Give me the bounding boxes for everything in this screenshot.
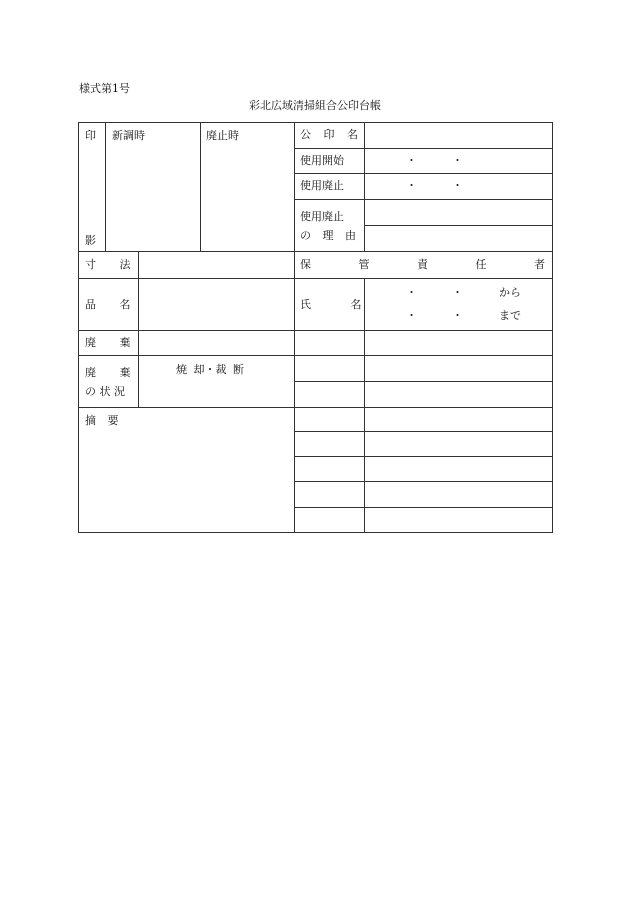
from-date-dot: ・ bbox=[452, 286, 463, 299]
end-date-dot: ・ bbox=[406, 179, 417, 192]
size-label: 寸 法 bbox=[85, 258, 131, 271]
row-line bbox=[78, 355, 553, 356]
row-line bbox=[78, 278, 294, 279]
seal-name-label: 公 印 名 bbox=[300, 128, 358, 141]
end-date-label: 使用廃止 bbox=[300, 179, 344, 192]
table-border-left bbox=[78, 122, 79, 533]
disposal-label: 廃 棄 bbox=[85, 336, 131, 349]
row-line bbox=[294, 456, 553, 457]
row-line bbox=[78, 330, 553, 331]
row-line bbox=[294, 199, 553, 200]
impression-label-bottom: 影 bbox=[85, 234, 96, 247]
table-border-right bbox=[552, 122, 553, 533]
value-column-divider-lower bbox=[364, 278, 365, 533]
start-date-dot: ・ bbox=[406, 154, 417, 167]
reason-label-line2: の 理 由 bbox=[300, 229, 356, 242]
from-label: から bbox=[499, 286, 521, 299]
impression-date-divider bbox=[200, 122, 201, 251]
new-date-label: 新調時 bbox=[112, 129, 145, 142]
disposal-status-line1: 廃 棄 bbox=[85, 366, 131, 379]
to-date-dot: ・ bbox=[406, 309, 417, 322]
center-divider bbox=[294, 122, 295, 533]
custodian-header: 保 管 責 任 者 bbox=[300, 258, 545, 271]
custodian-name-label: 氏 名 bbox=[300, 298, 362, 311]
document-title: 彩北広域清掃組合公印台帳 bbox=[249, 99, 381, 112]
table-border-top bbox=[78, 122, 553, 123]
disposal-status-line2: の 状 況 bbox=[85, 385, 125, 398]
abolish-date-label: 廃止時 bbox=[206, 129, 239, 142]
form-number: 様式第1号 bbox=[79, 82, 130, 95]
left-label-divider bbox=[138, 251, 139, 407]
item-name-label: 品 名 bbox=[85, 298, 131, 311]
from-date-dot: ・ bbox=[406, 286, 417, 299]
to-label: まで bbox=[499, 309, 521, 322]
row-line bbox=[294, 278, 553, 279]
row-line bbox=[294, 507, 553, 508]
value-column-divider bbox=[364, 122, 365, 251]
impression-label-top: 印 bbox=[85, 129, 96, 142]
row-line bbox=[294, 381, 553, 382]
table-border-bottom bbox=[78, 532, 553, 533]
start-date-dot: ・ bbox=[452, 154, 463, 167]
end-date-dot: ・ bbox=[452, 179, 463, 192]
start-date-label: 使用開始 bbox=[300, 154, 344, 167]
to-date-dot: ・ bbox=[452, 309, 463, 322]
row-line bbox=[294, 148, 553, 149]
row-line bbox=[78, 251, 553, 252]
remarks-label: 摘 要 bbox=[85, 414, 119, 427]
row-line bbox=[294, 481, 553, 482]
impression-label-divider bbox=[105, 122, 106, 251]
row-line bbox=[294, 431, 553, 432]
row-line bbox=[78, 407, 553, 408]
reason-label-line1: 使用廃止 bbox=[300, 210, 344, 223]
disposal-method: 焼 却・裁 断 bbox=[176, 363, 244, 376]
row-line bbox=[294, 173, 553, 174]
row-line bbox=[364, 225, 553, 226]
